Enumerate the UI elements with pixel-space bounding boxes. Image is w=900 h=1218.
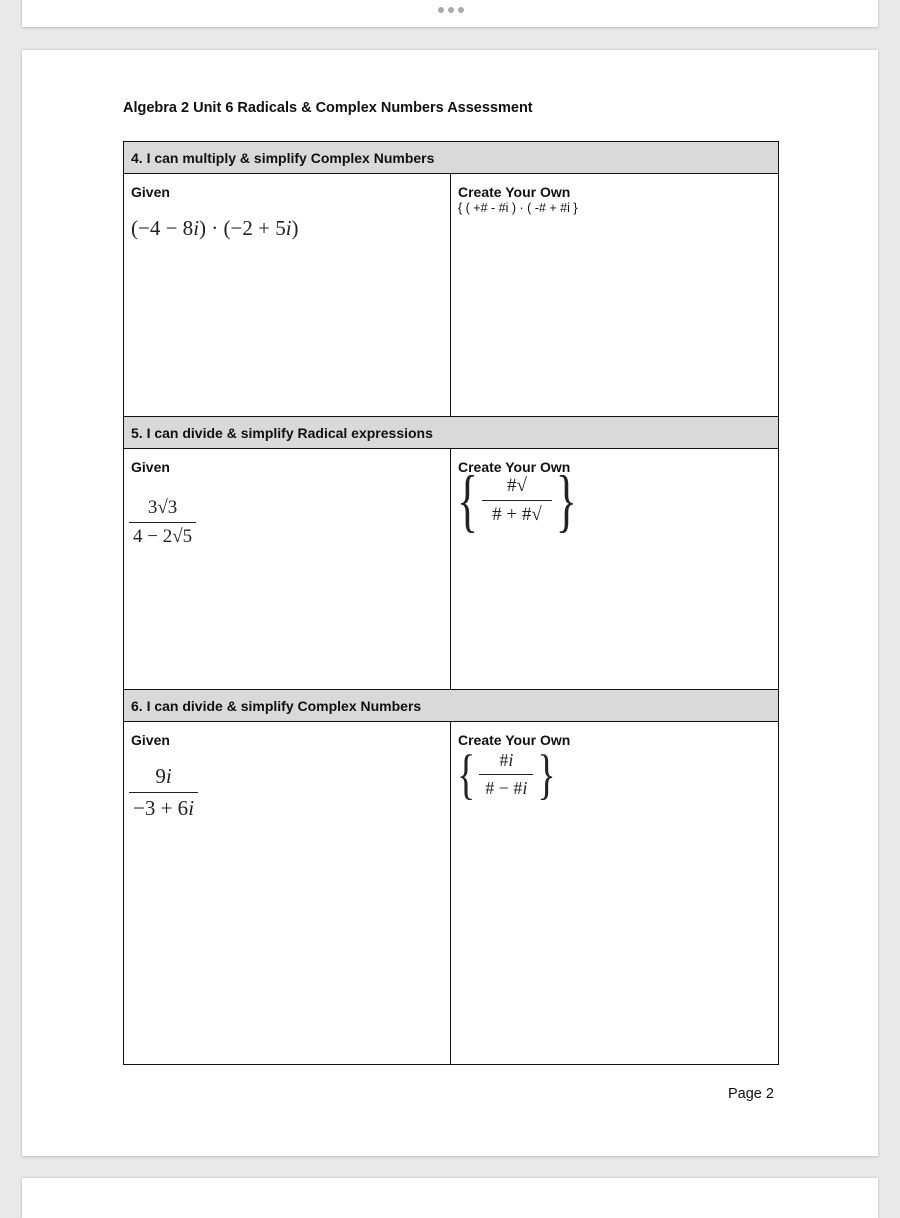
create-your-own-label: Create Your Own: [458, 732, 571, 748]
section-6-create-cell: [451, 722, 779, 1065]
section-6-given-fraction: [129, 764, 198, 821]
section-5-row: [124, 449, 779, 690]
given-label: Given: [131, 732, 170, 748]
section-6-create-numerator: #i: [499, 750, 514, 770]
document-page: [22, 50, 878, 1156]
section-6-create-template: [457, 744, 556, 805]
section-6-given-denominator: −3 + 6i: [129, 792, 198, 821]
section-4-header: [124, 142, 779, 174]
dot: [448, 7, 454, 13]
section-6-header: [124, 690, 779, 722]
right-brace-icon: }: [555, 461, 577, 540]
section-5-create-numerator: #√: [506, 475, 527, 496]
create-your-own-label: Create Your Own: [458, 459, 571, 475]
assessment-table: [123, 141, 779, 1065]
section-5-given-denominator: 4 − 2√5: [129, 522, 196, 548]
section-5-create-cell: [451, 449, 779, 690]
section-5-header: [124, 417, 779, 449]
section-5-heading: 5. I can divide & simplify Radical expressions: [124, 417, 779, 449]
right-brace-icon: }: [537, 744, 556, 805]
section-4-given-cell: [124, 174, 451, 417]
next-page: [22, 1178, 878, 1218]
section-4-row: [124, 174, 779, 417]
page-options-icon[interactable]: [438, 5, 464, 15]
section-4-given-expression: (−4 − 8i) · (−2 + 5i): [131, 216, 299, 240]
dot: [458, 7, 464, 13]
page-number: Page 2: [728, 1086, 774, 1102]
section-6-given-numerator: 9i: [155, 764, 172, 788]
dot: [438, 7, 444, 13]
section-5-given-fraction: [129, 497, 196, 548]
left-brace-icon: {: [457, 744, 476, 805]
section-6-given-cell: [124, 722, 451, 1065]
section-5-create-denominator: # + #√: [482, 500, 552, 526]
section-6-row: [124, 722, 779, 1065]
section-4-create-cell: [451, 174, 779, 417]
left-brace-icon: {: [457, 461, 479, 540]
section-5-given-numerator: 3√3: [147, 497, 178, 518]
create-your-own-label: Create Your Own: [458, 184, 571, 200]
section-6-create-denominator: # − #i: [479, 774, 533, 799]
section-4-create-template: { ( +# - #i ) · ( -# + #i }: [458, 201, 578, 215]
section-5-given-cell: [124, 449, 451, 690]
document-title: Algebra 2 Unit 6 Radicals & Complex Numbers Assessment: [123, 100, 533, 116]
section-6-heading: 6. I can divide & simplify Complex Numbers: [124, 690, 779, 722]
given-label: Given: [131, 459, 170, 475]
section-4-heading: 4. I can multiply & simplify Complex Numbers: [124, 142, 779, 174]
given-label: Given: [131, 184, 170, 200]
